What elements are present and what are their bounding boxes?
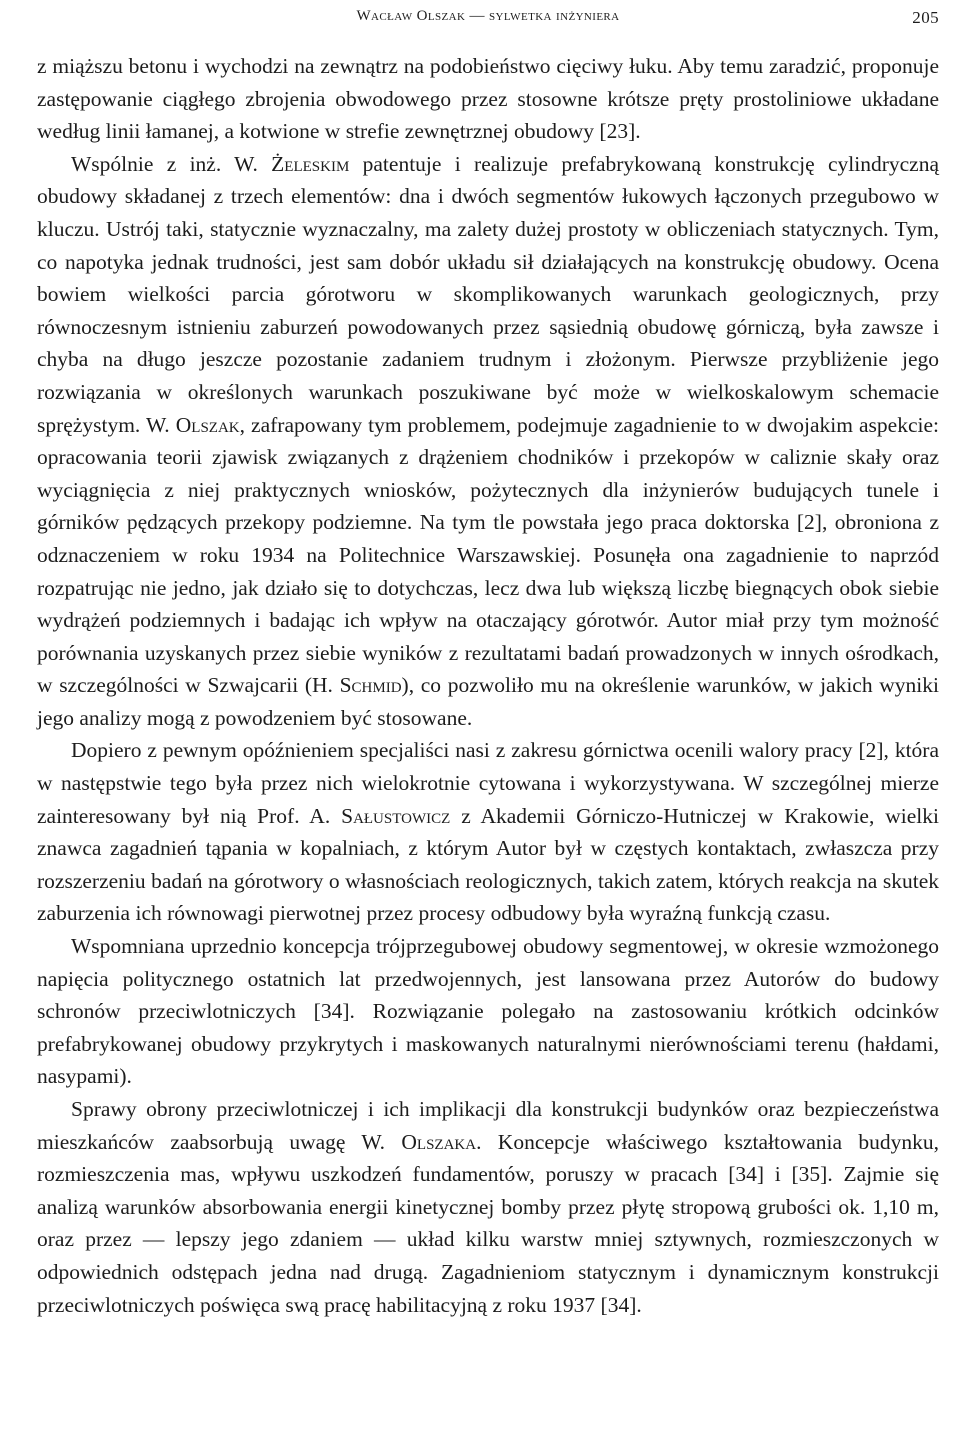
page-number: 205 xyxy=(912,8,939,27)
paragraph-3-text-a: Dopiero z pewnym opóźnieniem specjaliści nasi z zakresu górnictwa ocenili walory pracy [2], która w następstwie tego była przez nich wielokrotnie cytowana i wykorzystywana. W szczególnej mierze zainteresowany był nią Prof. A. xyxy=(37,738,939,828)
paragraph-4-text: Wspomniana uprzednio koncepcja trójprzegubowej obudowy segmentowej, w okresie wzmożonego napięcia politycznego ostatnich lat przedwojennych, jest lansowana przez Autorów do budowy schronów przeciwlotniczych [34]. Rozwiązanie polegało na zastosowaniu krótkich odcinków prefabrykowanej obudowy przykrytych i maskowanych naturalnymi nierównościami terenu (hałdami, nasypami). xyxy=(37,934,939,1089)
person-name-schmid: Schmid xyxy=(339,673,402,698)
person-name-olszak: Olszak xyxy=(175,412,240,437)
paragraph-5 xyxy=(37,1093,939,1321)
page-body xyxy=(37,50,939,1321)
paragraph-2 xyxy=(37,148,939,735)
paragraph-5-text-a: Sprawy obrony przeciwlotniczej i ich implikacji dla konstrukcji budynków oraz bezpieczeństwa mieszkańców zaabsorbują uwagę W. xyxy=(37,1097,939,1154)
paragraph-3-text-b: z Akademii Górniczo-Hutniczej w Krakowie, wielki znawca zagadnień tąpania w kopalniach, z którym Autor był w częstych kontaktach, zwłaszcza przy rozszerzeniu badań na górotwory o własnościach reologicznych, takich zatem, których reakcja na skutek zaburzenia ich równowagi pierwotnej przez procesy odbudowy była wyraźną funkcją czasu. xyxy=(37,803,939,926)
paragraph-1-text: z miąższu betonu i wychodzi na zewnątrz na podobieństwo cięciwy łuku. Aby temu zaradzić, proponuje zastępowanie ciągłego zbrojenia obwodowego przez stosowne krótsze pręty prostoliniowe układane według linii łamanej, a kotwione w strefie zewnętrznej obudowy [23]. xyxy=(37,54,939,144)
person-name-salustowicz: Sałustowicz xyxy=(341,803,451,828)
paragraph-1 xyxy=(37,50,939,148)
paragraph-2-text-d: ), co pozwoliło mu na określenie warunków, w jakich wyniki jego analizy mogą z powodzeniem być stosowane. xyxy=(37,673,939,730)
running-head xyxy=(37,8,939,34)
person-name-olszaka: Olszaka xyxy=(401,1129,477,1154)
paragraph-4 xyxy=(37,930,939,1093)
paragraph-3 xyxy=(37,734,939,930)
person-name-zeleski: Żeleskim xyxy=(271,151,350,176)
running-head-title: Wacław Olszak — sylwetka inżyniera xyxy=(356,8,620,24)
paragraph-2-text-a: Wspólnie z inż. W. xyxy=(71,151,272,176)
paragraph-2-text-b: patentuje i realizuje prefabrykowaną konstrukcję cylindryczną obudowy składanej z trzech elementów: dna i dwóch segmentów łukowych łączonych przegubowo w kluczu. Ustrój taki, statycznie wyznaczalny, ma zalety dużej prostoty w obliczeniach statycznych. Tym, co napotyka jednak trudności, jest sam dobór układu sił działających na konstrukcję obudowy. Ocena bowiem wielkości parcia górotworu w skomplikowanych warunkach geologicznych, przy równoczesnym istnieniu zaburzeń powodowanych przez sąsiednią obudowę górniczą, była zawsze i chyba na długo jeszcze pozostanie zadaniem trudnym i złożonym. Pierwsze przybliżenie jego rozwiązania w określonych warunkach poszukiwane być może w wielkoskalowym schemacie sprężystym. W. xyxy=(37,151,940,437)
paragraph-2-text-c: , zafrapowany tym problemem, podejmuje zagadnienie to w dwojakim aspekcie: opracowania teorii zjawisk związanych z drążeniem chodników i przekopów w caliznie skały oraz wyciągnięcia z niej praktycznych wniosków, pożytecznych dla inżynierów budujących tunele i górników pędzących przekopy podziemne. Na tym tle powstała jego praca doktorska [2], obroniona z odznaczeniem w roku 1934 na Politechnice Warszawskiej. Posunęła ona zagadnienie to naprzód rozpatrując nie jedno, jak działo się to dotychczas, lecz dwa lub większą liczbę biegnących obok siebie wydrążeń podziemnych i badając ich wpływ na otaczający górotwór. Autor miał przy tym możność porównania uzyskanych przez siebie wyników z rezultatami badań prowadzonych w innych ośrodkach, w szczególności w Szwajcarii (H. xyxy=(37,412,939,698)
paragraph-5-text-b: . Koncepcje właściwego kształtowania budynku, rozmieszczenia mas, wpływu uszkodzeń fundamentów, poruszy w pracach [34] i [35]. Zajmie się analizą warunków absorbowania energii kinetycznej bomby przez płytę stropową grubości ok. 1,10 m, oraz przez — lepszy jego zdaniem — układ kilku warstw mniej sztywnych, rozmieszczonych w odpowiednich odstępach jedna nad drugą. Zagadnieniom statycznym i dynamicznym konstrukcji przeciwlotniczych poświęca swą pracę habilitacyjną z roku 1937 [34]. xyxy=(37,1129,939,1317)
